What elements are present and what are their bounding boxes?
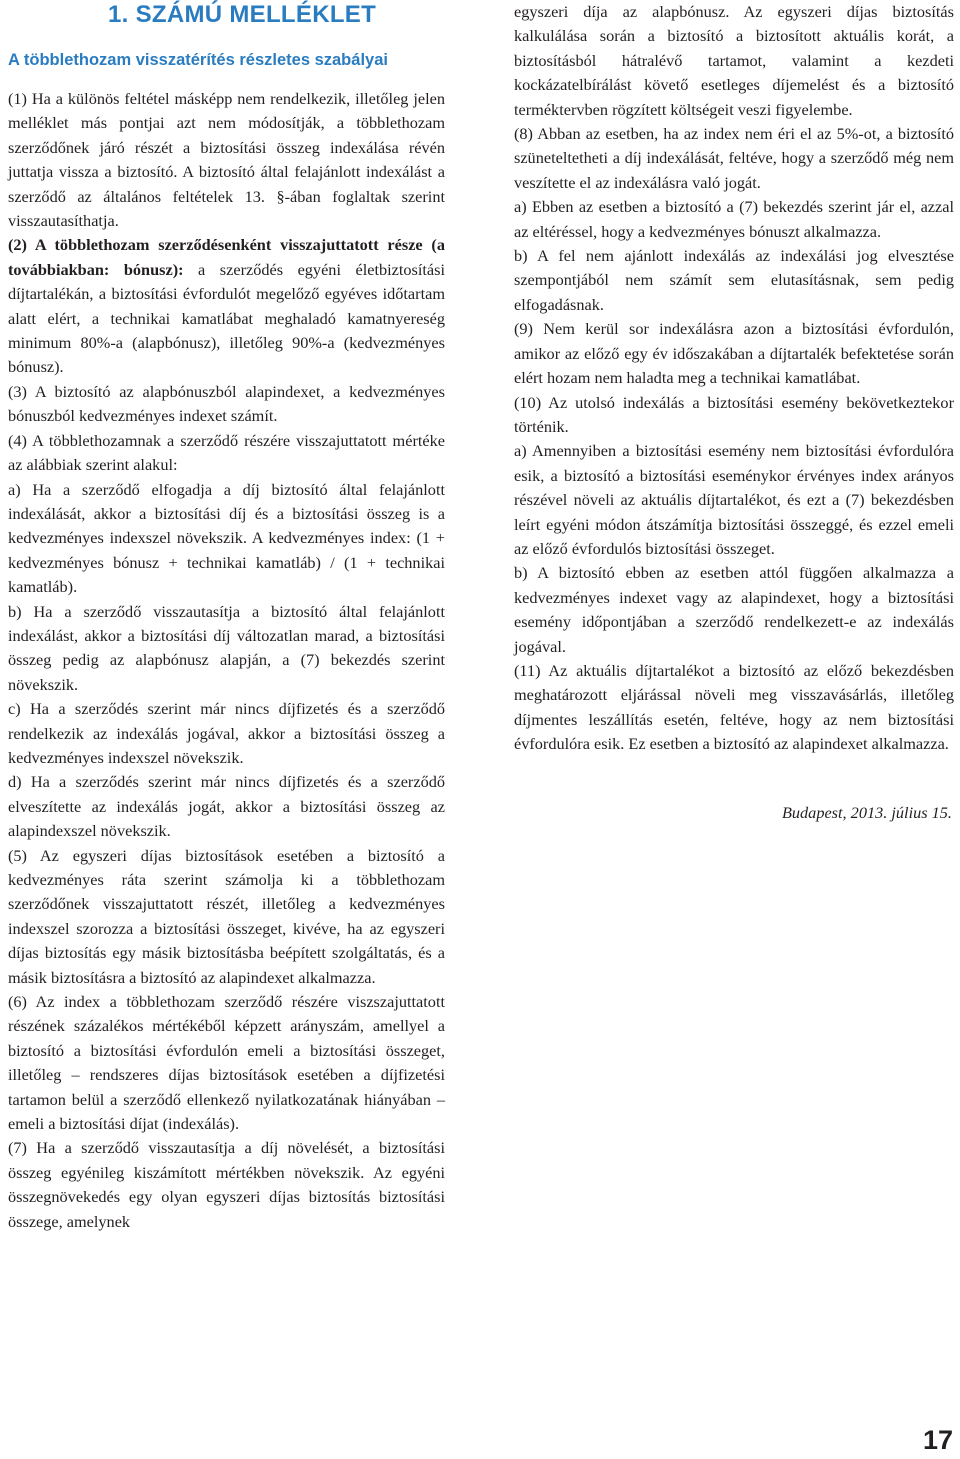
paragraph-8: (8) Abban az esetben, ha az index nem éri el az 5%-ot, a biztosító szüneteltetheti a díj indexálását, feltéve, hogy a szerződő még nem veszítette el az indexálásra való jogát. bbox=[514, 124, 954, 192]
paragraph-9: (9) Nem kerül sor indexálásra azon a biztosítási évfordulón, amikor az előző egy év időszakában a díjtartalék befektetése során elért hozam nem haladta meg a technikai kamatlábat. bbox=[514, 319, 954, 388]
paragraph-10b: b) A biztosító ebben az esetben attól függően alkalmazza a kedvezményes indexet vagy az alapindexet, hogy a biztosítási esemény időpontjában a szerződő rendelkezett-e az indexálás jogával. bbox=[514, 563, 954, 656]
paragraph-4d: d) Ha a szerződés szerint már nincs díjfizetés és a szerződő elveszítette az indexálás jogát, akkor a biztosítási összeg az alapindexszel növekszik. bbox=[8, 772, 445, 841]
paragraph-7-continued: egyszeri díja az alapbónusz. Az egyszeri díjas biztosítás kalkulálása során a biztosító a biztosított aktuális korát, a biztosításból hátralévő tartamot, valamint a kezdeti kockázatelbírálást követő esetleges díjemelést és a biztosító terméktervben rögzített költségeit veszi figyelembe. bbox=[514, 2, 954, 119]
paragraph-8a: a) Ebben az esetben a biztosító a (7) bekezdés szerint jár el, azzal az eltéréssel, hogy a kedvezményes bónuszt alkalmazza. bbox=[514, 197, 954, 241]
section-subtitle: A többlethozam visszatérítés részletes szabályai bbox=[8, 51, 388, 69]
paragraph-2 bbox=[8, 233, 445, 379]
right-column bbox=[514, 0, 954, 825]
bonus-definition-term: (2) A többlethozam szerződésenként visszajuttatott része (a továbbiakban: bónusz): bbox=[8, 235, 445, 279]
paragraph-3: (3) A biztosító az alapbónuszból alapindexet, a kedvezményes bónuszból kedvezményes indexet számít. bbox=[8, 381, 445, 426]
bonus-definition-text: a szerződés egyéni életbiztosítási díjtartalékán, a biztosítási évfordulót megelőző egyéves időtartam alatt elért, a technikai kamatlábat meghaladó kamatnyereség minimum 80%-a (alapbónusz), illetőleg 90%-a (kedvezményes bónusz). bbox=[8, 259, 445, 377]
signature-date: Budapest, 2013. július 15. bbox=[781, 802, 952, 822]
paragraph-4: (4) A többlethozamnak a szerződő részére visszajuttatott mértéke az alábbiak szerint alakul: bbox=[8, 430, 445, 475]
paragraph-11: (11) Az aktuális díjtartalékot a biztosító az előző bekezdésben meghatározott eljárással növeli meg visszavásárlás, illetőleg díjmentes leszállítás esetén, feltéve, hogy az nem biztosítási évfordulóra esik. Ez esetben a biztosító az alapindexet alkalmazza. bbox=[514, 660, 954, 754]
paragraph-4a: a) Ha a szerződő elfogadja a díj biztosító által felajánlott indexálását, akkor a biztosítási díj és a biztosítási összeg is a kedvezményes indexszel növekszik. A kedvezményes index: (1 + kedvezményes bónusz + technikai kamatláb) / (1 + technikai kamatláb). bbox=[8, 479, 445, 597]
page-number: 17 bbox=[922, 1425, 953, 1455]
paragraph-4b: b) Ha a szerződő visszautasítja a biztosító által felajánlott indexálást, akkor a biztosítási díj változatlan marad, a biztosítási összeg pedig az alapbónusz alapján, a (7) bekezdés szerint növekszik. bbox=[8, 601, 445, 694]
paragraph-4c: c) Ha a szerződés szerint már nincs díjfizetés és a szerződő rendelkezik az indexálás jogával, akkor a biztosítási összeg a kedvezményes indexszel növekszik. bbox=[8, 699, 445, 767]
paragraph-10a: a) Amennyiben a biztosítási esemény nem biztosítási évfordulóra esik, a biztosító a biztosítási eseménykor érvényes index arányos részével növeli az aktuális díjtartalékot, és ezt a (7) bekezdésben leírt egyéni módon átszámítja biztosítási összeggé, és ezzel emeli az előző évfordulós biztosítási összeget. bbox=[514, 441, 954, 558]
paragraph-10: (10) Az utolsó indexálás a biztosítási esemény bekövetkeztekor történik. bbox=[514, 392, 954, 436]
paragraph-8b: b) A fel nem ajánlott indexálás az indexálási jog elvesztése szempontjából nem számít sem elutasításnak, sem pedig elfogadásnak. bbox=[514, 246, 954, 314]
paragraph-1: (1) Ha a különös feltétel másképp nem rendelkezik, illetőleg jelen melléklet más pontjai azt nem módosítják, a többlethozam szerződőnek járó részét a biztosítási összeg indexálása révén juttatja vissza a biztosító. A biztosító által felajánlott indexálást a szerződő az általános feltételek 13. §-ában foglaltak szerint visszautasíthatja. bbox=[8, 89, 445, 231]
left-column bbox=[8, 0, 445, 1234]
paragraph-6: (6) Az index a többlethozam szerződő részére viszszajuttatott részének százalékos mértékéből képzett arányszám, amellyel a biztosító a biztosítási évfordulón emeli a biztosítási összeget, illetőleg – rendszeres díjas biztosítások esetében a díjfizetési tartamon belül a szerződő ellenkező nyilatkozatának hiányában – emeli a biztosítási díjat (indexálás). bbox=[8, 992, 445, 1134]
paragraph-5: (5) Az egyszeri díjas biztosítások esetében a biztosító a kedvezményes ráta szerint számolja ki a többlethozam szerződőnek visszajuttatott részét, illetőleg a kedvezményes indexszel szorozza a biztosítási összeget, kivéve, ha az egyszeri díjas biztosítás egy másik biztosításba beépített szolgáltatás, és a másik biztosításra a biztosító az alapindexet alkalmazza. bbox=[8, 845, 445, 987]
paragraph-7: (7) Ha a szerződő visszautasítja a díj növelését, a biztosítási összeg egyénileg kiszámított mértékben növekszik. Az egyéni összegnövekedés egy olyan egyszeri díjas biztosítás biztosítási összege, amelynek bbox=[8, 1138, 445, 1231]
page-title: 1. SZÁMÚ MELLÉKLET bbox=[108, 1, 377, 28]
